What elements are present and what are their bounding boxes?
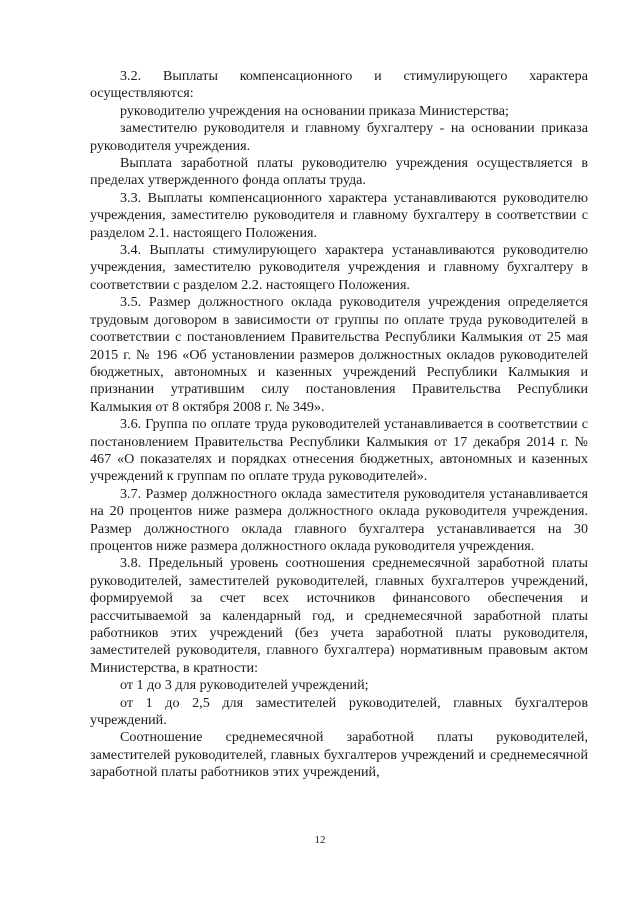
paragraph-head-basis: руководителю учреждения на основании приказа Министерства; [120, 102, 509, 119]
paragraph-3-8: 3.8. Предельный уровень соотношения среднемесячной заработной платы руководителей, заместителей руководителей, главных бухгалтеров учреждений, формируемой за счет всех источников финансового обеспечения и рассчитываемой за календарный год, и среднемесячной заработной платы работников этих учреждений (без учета заработной платы руководителя, заместителей руководителя, главного бухгалтера) нормативным правовым актом Министерства, в кратности: [90, 555, 588, 676]
paragraph-ratio-heads: от 1 до 3 для руководителей учреждений; [120, 677, 369, 694]
paragraph-salary-fund: Выплата заработной платы руководителю учреждения осуществляется в пределах утвержденного фонда оплаты труда. [90, 155, 588, 189]
paragraph-ratio-deputies: от 1 до 2,5 для заместителей руководителей, главных бухгалтеров учреждений. [90, 694, 588, 729]
paragraph-3-7: 3.7. Размер должностного оклада заместителя руководителя устанавливается на 20 процентов ниже размера должностного оклада руководителя учреждения. Размер должностного оклада главного бухгалтера устанавливается на 30 процентов ниже размера должностного оклада руководителя учреждения. [90, 485, 588, 554]
paragraph-deputy-basis: заместителю руководителя и главному бухгалтеру - на основании приказа руководителя учреждения. [90, 120, 588, 154]
document-body [90, 68, 588, 782]
paragraph-3-4: 3.4. Выплаты стимулирующего характера устанавливаются руководителю учреждения, заместителю руководителя учреждения и главному бухгалтеру в соответствии с разделом 2.2. настоящего Положения. [90, 242, 588, 293]
paragraph-3-5: 3.5. Размер должностного оклада руководителя учреждения определяется трудовым договором в зависимости от группы по оплате труда руководителей в соответствии с постановлением Правительства Республики Калмыкия от 25 мая 2015 г. № 196 «Об установлении размеров должностных окладов руководителей бюджетных, автономных и казенных учреждений Республики Калмыкия и признании утратившим силу постановления Правительства Республики Калмыкия от 8 октября 2008 г. № 349». [90, 294, 588, 415]
paragraph-3-2: 3.2. Выплаты компенсационного и стимулирующего характера осуществляются: [90, 68, 588, 102]
page-number: 12 [314, 834, 326, 846]
paragraph-3-6: 3.6. Группа по оплате труда руководителей устанавливается в соответствии с постановлением Правительства Республики Калмыкия от 17 декабря 2014 г. № 467 «О показателях и порядках отнесения бюджетных, автономных и казенных учреждений к группам по оплате труда руководителей». [90, 416, 588, 485]
paragraph-3-3: 3.3. Выплаты компенсационного характера устанавливаются руководителю учреждения, заместителю руководителя и главному бухгалтеру в соответствии с разделом 2.1. настоящего Положения. [90, 189, 588, 241]
paragraph-ratio-continued: Соотношение среднемесячной заработной платы руководителей, заместителей руководителей, главных бухгалтеров учреждений и среднемесячной заработной платы работников этих учреждений, [90, 729, 588, 781]
